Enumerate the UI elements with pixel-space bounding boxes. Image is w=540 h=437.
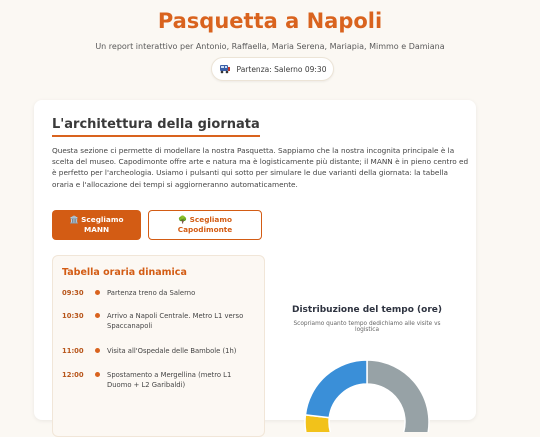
dynamic-timetable [52,255,265,437]
departure-badge [211,57,334,81]
section-title: L'architettura della giornata [52,117,260,137]
timeline-dot-icon [95,313,100,318]
row-text: Arrivo a Napoli Centrale. Metro L1 verso Spaccanapoli [107,312,244,330]
donut-slice-2[interactable] [305,360,367,418]
time-distribution-donut-chart [282,332,452,432]
row-time: 09:30 [62,289,84,297]
tree-icon: 🌳 [178,215,188,224]
museum-name: Capodimonte [177,225,233,234]
row-time: 11:00 [62,347,84,355]
timeline-dot-icon [95,290,100,295]
row-time: 10:30 [62,312,84,320]
timeline-dot-icon [95,348,100,353]
timeline-dot-icon [95,372,100,377]
timetable-title: Tabella oraria dinamica [62,267,187,278]
departure-text: Partenza: Salerno 09:30 [236,64,327,74]
choose-label: Scegliamo [81,215,124,224]
day-architecture-card [34,100,476,420]
choose-label: Scegliamo [189,215,232,224]
train-icon [219,64,231,74]
museum-name: MANN [83,225,110,234]
page-subtitle: Un report interattivo per Antonio, Raffaella, Maria Serena, Mariapia, Mimmo e Damiana [95,42,445,51]
section-intro: Questa sezione ci permette di modellare la nostra Pasquetta. Sappiamo che la nostra incognita principale è la scelta del museo. Capodimonte offre arte e natura ma è logisticamente più distante; il MANN è in pieno centro ed è perfetto per l'archeologia. Usiamo i pulsanti qui sotto per simulare le due varianti della giornata: la tabella oraria e l'allocazione dei tempi si aggiorneranno automaticamente. [52,146,469,189]
chart-title: Distribuzione del tempo (ore) [292,305,442,315]
row-time: 12:00 [62,371,84,379]
museum-icon: 🏛️ [69,215,79,224]
page-title: Pasquetta a Napoli [157,9,383,33]
choose-capodimonte-button[interactable] [148,210,262,240]
row-text: Partenza treno da Salerno [107,289,196,297]
button-label-line1 [178,215,232,225]
row-text: Spostamento a Mergellina (metro L1 Duomo + L2 Garibaldi) [107,371,232,389]
choose-mann-button[interactable] [52,210,141,240]
chart-subtitle: Scopriamo quanto tempo dedichiamo alle visite vs logistica [293,321,441,333]
row-text: Visita all'Ospedale delle Bambole (1h) [107,347,237,355]
button-label-line1 [70,215,124,225]
